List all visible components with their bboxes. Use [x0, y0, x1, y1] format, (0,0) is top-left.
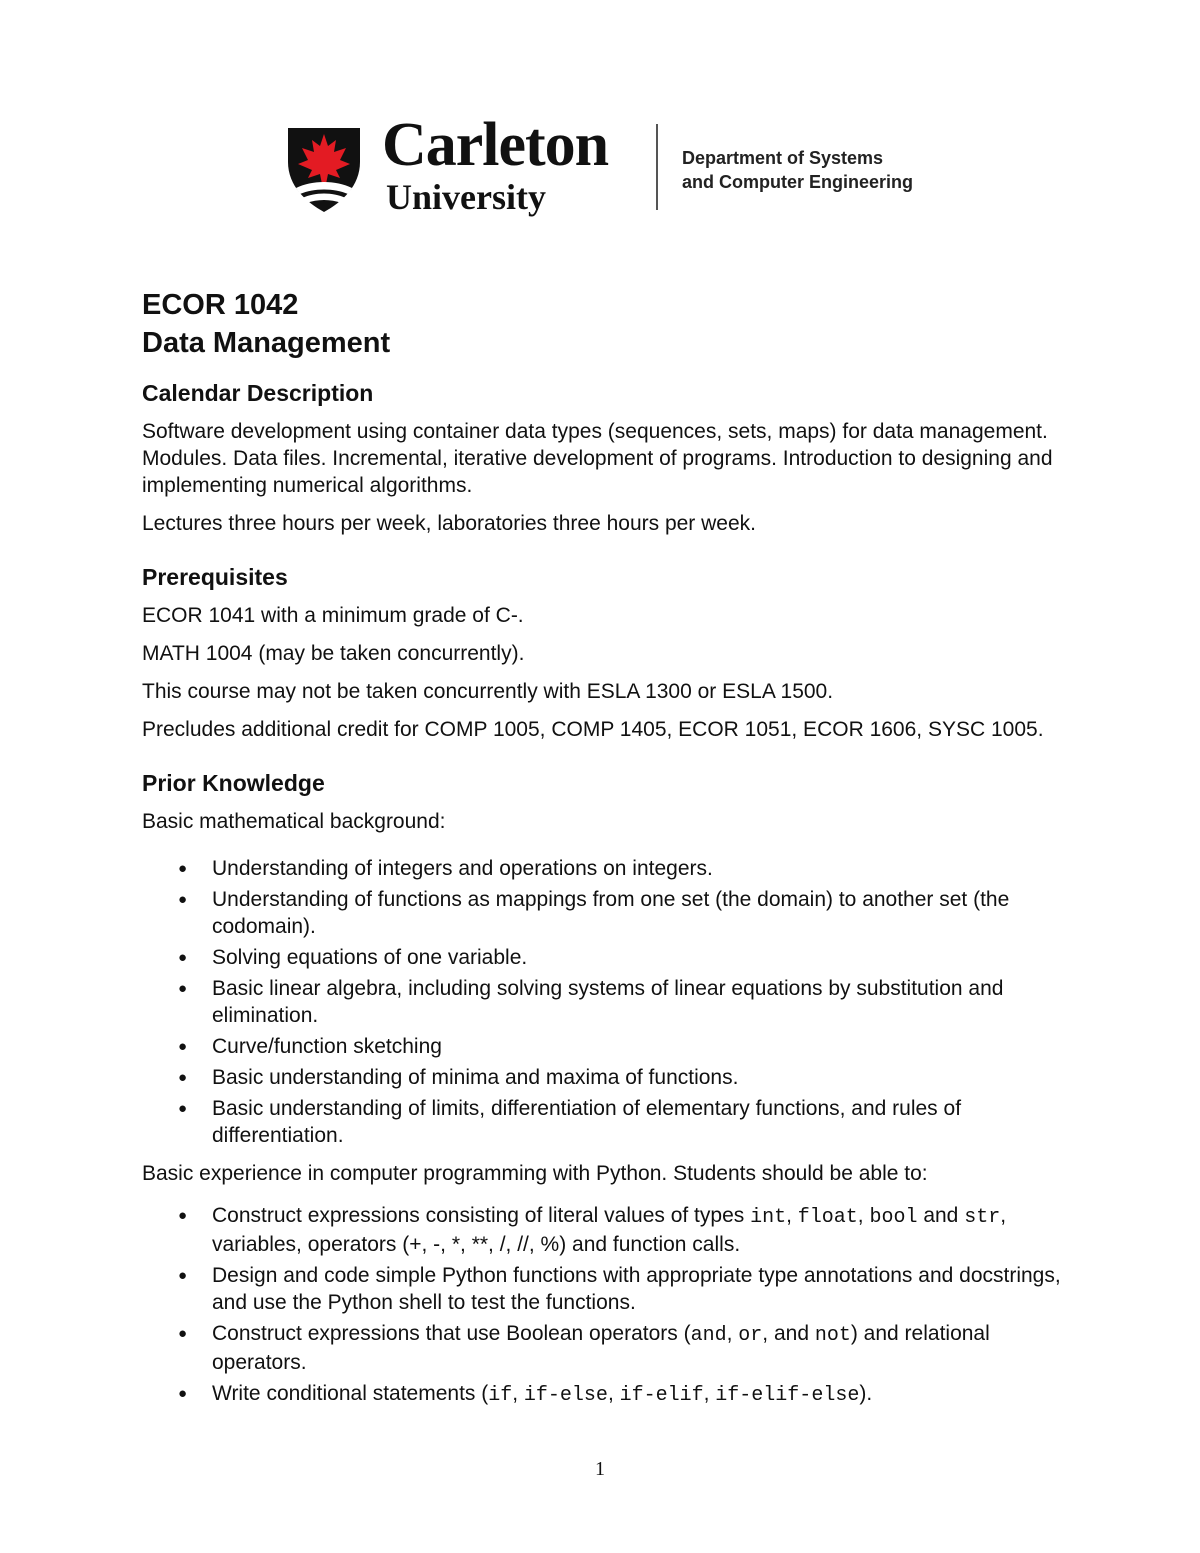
math-background-list — [142, 855, 1072, 1149]
item-text: , — [857, 1204, 870, 1227]
math-background-intro: Basic mathematical background: — [142, 810, 446, 833]
code-literal: str — [964, 1206, 1001, 1229]
logo-wordmark-university: University — [386, 177, 546, 217]
course-code: ECOR 1042 — [142, 289, 299, 321]
code-literal: if-elif-else — [715, 1384, 860, 1407]
department-line-2: and Computer Engineering — [682, 172, 914, 192]
prerequisites-heading: Prerequisites — [142, 564, 288, 590]
list-item: ● Basic linear algebra, including solving systems of linear equations by substitution and elimination. — [142, 975, 1072, 1029]
list-item: ● Basic understanding of limits, differentiation of elementary functions, and rules of differentiation. — [142, 1095, 1072, 1149]
page-number: 1 — [595, 1458, 605, 1480]
item-text: Construct expressions consisting of literal values of types — [212, 1204, 751, 1227]
item-text: , — [786, 1204, 798, 1227]
list-item: ● Basic understanding of minima and maxima of functions. — [142, 1064, 1072, 1091]
prereq-item: ECOR 1041 with a minimum grade of C-. — [142, 604, 524, 627]
code-literal: or — [738, 1324, 763, 1347]
programming-skills-list — [142, 1202, 1072, 1409]
list-item: ● Understanding of functions as mappings from one set (the domain) to another set (the codomain). — [142, 886, 1072, 940]
prereq-item: Precludes additional credit for COMP 1005, COMP 1405, ECOR 1051, ECOR 1606, SYSC 1005. — [142, 718, 1044, 741]
department-name — [682, 146, 913, 194]
course-title: Data Management — [142, 327, 391, 359]
code-literal: and — [690, 1324, 727, 1347]
prereq-item: This course may not be taken concurrently with ESLA 1300 or ESLA 1500. — [142, 680, 834, 703]
item-text: , and — [762, 1322, 815, 1345]
code-literal: if — [488, 1384, 513, 1407]
calendar-description: Software development using container data types (sequences, sets, maps) for data management. Modules. Data files. Incremental, iterative development of programs. Introduction to designing and implementing numerical algorithms. — [142, 420, 1053, 497]
carleton-shield-logo — [286, 122, 362, 214]
code-literal: not — [814, 1324, 851, 1347]
item-text: ). — [859, 1382, 873, 1405]
list-item — [142, 1320, 1072, 1376]
item-text: Construct expressions that use Boolean operators ( — [212, 1322, 691, 1345]
list-item — [142, 1202, 1072, 1258]
item-text: , — [726, 1322, 739, 1345]
item-text: , variables, operators (+, -, *, **, /, //, %) and function calls. — [212, 1204, 1007, 1256]
list-item: ● Understanding of integers and operations on integers. — [142, 855, 1072, 882]
programming-background-intro: Basic experience in computer programming with Python. Students should be able to: — [142, 1162, 928, 1185]
item-text: , — [703, 1382, 716, 1405]
prior-knowledge-heading: Prior Knowledge — [142, 770, 325, 796]
calendar-heading: Calendar Description — [142, 380, 374, 406]
code-literal: float — [797, 1206, 858, 1229]
code-literal: bool — [869, 1206, 918, 1229]
logo-header — [286, 111, 946, 218]
code-literal: int — [750, 1206, 787, 1229]
list-item: ● Solving equations of one variable. — [142, 944, 1072, 971]
prereq-item: MATH 1004 (may be taken concurrently). — [142, 642, 525, 665]
item-text: , — [512, 1382, 524, 1405]
item-text: Write conditional statements ( — [212, 1382, 489, 1405]
item-text: , — [607, 1382, 620, 1405]
department-line-1: Department of Systems — [682, 148, 884, 168]
list-item — [142, 1380, 1072, 1409]
logo-divider — [656, 124, 658, 210]
code-literal: if-elif — [619, 1384, 704, 1407]
code-literal: if-else — [523, 1384, 608, 1407]
item-text: ) and relational operators. — [212, 1322, 990, 1374]
logo-wordmark-carleton: Carleton — [382, 111, 609, 179]
lecture-hours: Lectures three hours per week, laboratories three hours per week. — [142, 512, 756, 535]
item-text: and — [917, 1204, 965, 1227]
document-body — [142, 286, 1072, 1409]
list-item: ● Design and code simple Python functions with appropriate type annotations and docstrings, and use the Python shell to test the functions. — [142, 1262, 1072, 1316]
list-item: ● Curve/function sketching — [142, 1033, 1072, 1060]
